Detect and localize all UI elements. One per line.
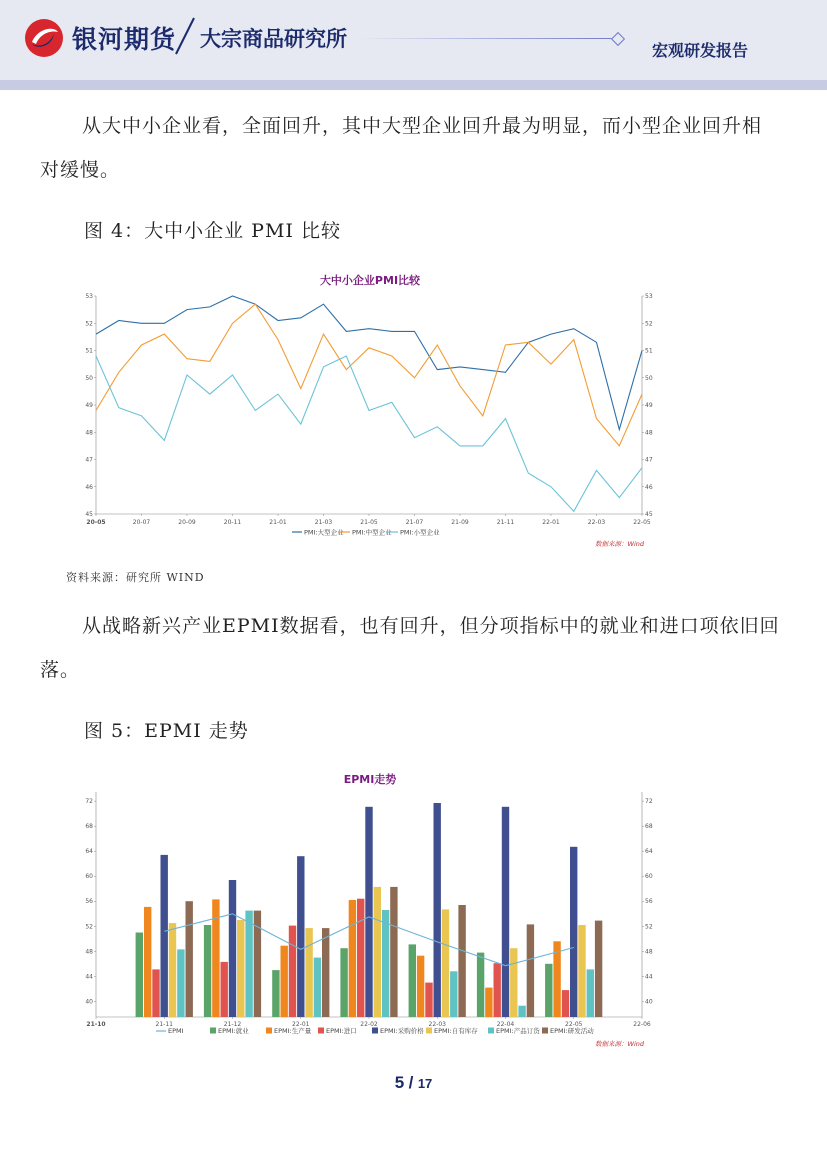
y-tick-label-right: 44 bbox=[645, 973, 653, 981]
page-number bbox=[0, 1073, 827, 1093]
legend-label: EPMI:生产量 bbox=[274, 1027, 312, 1035]
x-tick-label: 20-07 bbox=[132, 519, 151, 526]
chart-title: EPMI走势 bbox=[343, 773, 397, 786]
bar bbox=[458, 905, 465, 1017]
y-tick-label-left: 64 bbox=[85, 848, 93, 856]
legend-swatch bbox=[266, 1028, 272, 1034]
bar bbox=[281, 946, 288, 1017]
galaxy-logo-icon bbox=[24, 18, 64, 58]
x-tick-label: 21-12 bbox=[223, 1021, 242, 1028]
bar bbox=[221, 962, 228, 1017]
page-separator: / bbox=[408, 1073, 414, 1092]
epmi-bar-chart bbox=[84, 768, 656, 1050]
y-tick-label-right: 46 bbox=[645, 483, 653, 491]
bar bbox=[494, 963, 501, 1017]
figure-5-title: 图 5：EPMI 走势 bbox=[84, 720, 249, 742]
page-total: 17 bbox=[417, 1076, 433, 1091]
department-name: 大宗商品研究所 bbox=[200, 27, 347, 51]
chart-source: 数据来源：Wind bbox=[595, 1040, 644, 1048]
bar bbox=[305, 928, 312, 1017]
bar bbox=[204, 925, 211, 1017]
y-tick-label-left: 49 bbox=[85, 402, 93, 409]
divider-slash-icon bbox=[170, 14, 200, 58]
y-tick-label-right: 68 bbox=[645, 823, 653, 831]
bar bbox=[136, 933, 143, 1018]
y-tick-label-left: 53 bbox=[85, 293, 93, 300]
y-tick-label-left: 72 bbox=[85, 798, 93, 806]
bar bbox=[340, 948, 347, 1017]
bar bbox=[144, 907, 151, 1017]
bar bbox=[382, 910, 389, 1017]
y-tick-label-right: 64 bbox=[645, 848, 653, 856]
bar bbox=[374, 887, 381, 1017]
bar bbox=[229, 880, 236, 1017]
bar bbox=[502, 807, 509, 1017]
y-tick-label-left: 40 bbox=[85, 998, 93, 1006]
bar bbox=[425, 983, 432, 1017]
bar bbox=[161, 855, 168, 1017]
bar bbox=[237, 920, 244, 1017]
x-tick-label: 21-11 bbox=[496, 519, 515, 526]
y-tick-label-right: 49 bbox=[645, 402, 653, 409]
x-tick-label: 21-10 bbox=[86, 1021, 106, 1028]
x-tick-label: 20-05 bbox=[86, 519, 106, 526]
x-tick-label: 20-09 bbox=[178, 519, 196, 526]
y-tick-label-right: 50 bbox=[645, 374, 653, 382]
y-tick-label-left: 51 bbox=[85, 347, 93, 355]
bar bbox=[417, 956, 424, 1017]
epmi-bar-chart-container bbox=[84, 768, 656, 1050]
bar bbox=[485, 988, 492, 1017]
bar bbox=[562, 990, 569, 1017]
bar bbox=[186, 901, 193, 1017]
x-tick-label: 22-05 bbox=[565, 1021, 583, 1028]
bar bbox=[578, 925, 585, 1017]
x-tick-label: 22-04 bbox=[496, 1021, 515, 1028]
x-tick-label: 22-01 bbox=[542, 519, 560, 526]
legend-label: PMI:小型企业 bbox=[400, 528, 440, 537]
x-tick-label: 20-11 bbox=[223, 519, 242, 526]
bar bbox=[322, 928, 329, 1017]
y-tick-label-right: 51 bbox=[645, 347, 653, 355]
figure-4-title: 图 4：大中小企业 PMI 比较 bbox=[84, 220, 341, 242]
bar bbox=[587, 969, 594, 1017]
y-tick-label-right: 60 bbox=[645, 873, 653, 881]
y-tick-label-left: 44 bbox=[85, 973, 93, 981]
legend-label: PMI:大型企业 bbox=[304, 528, 344, 537]
y-tick-label-left: 60 bbox=[85, 873, 93, 881]
paragraph-enterprise-size: 从大中小企业看，全面回升，其中大型企业回升最为明显，而小型企业回升相对缓慢。 bbox=[40, 115, 763, 181]
bar bbox=[518, 1006, 525, 1017]
y-tick-label-left: 46 bbox=[85, 483, 93, 491]
y-tick-label-left: 48 bbox=[85, 429, 93, 437]
bar bbox=[570, 847, 577, 1017]
y-tick-label-left: 52 bbox=[85, 923, 93, 931]
x-tick-label: 22-03 bbox=[428, 1021, 446, 1028]
legend-label: EPMI:研发活动 bbox=[550, 1027, 594, 1035]
figure-4-source: 资料来源：研究所 WIND bbox=[66, 571, 205, 584]
x-tick-label: 21-01 bbox=[269, 519, 287, 526]
x-tick-label: 22-03 bbox=[587, 519, 606, 526]
y-tick-label-right: 52 bbox=[645, 923, 653, 931]
brand-name: 银河期货 bbox=[72, 25, 177, 54]
chart-title: 大中小企业PMI比较 bbox=[319, 274, 421, 287]
bar bbox=[349, 900, 356, 1017]
y-tick-label-right: 72 bbox=[645, 798, 653, 806]
page-header bbox=[0, 0, 827, 82]
page-current: 5 bbox=[394, 1073, 405, 1092]
y-tick-label-right: 40 bbox=[645, 998, 653, 1006]
x-tick-label: 22-02 bbox=[360, 1021, 378, 1028]
legend-label: EPMI:产品订货 bbox=[496, 1027, 540, 1035]
legend-swatch bbox=[318, 1028, 324, 1034]
legend-swatch bbox=[488, 1028, 494, 1034]
chart-source: 数据来源：Wind bbox=[595, 540, 644, 548]
y-tick-label-right: 56 bbox=[645, 898, 653, 906]
y-tick-label-right: 48 bbox=[645, 948, 653, 956]
y-tick-label-right: 53 bbox=[645, 293, 653, 300]
diamond-icon bbox=[611, 32, 625, 46]
legend-swatch bbox=[372, 1028, 378, 1034]
y-tick-label-right: 52 bbox=[645, 320, 653, 328]
legend-label: EPMI bbox=[168, 1027, 184, 1035]
bar bbox=[527, 924, 534, 1017]
bar bbox=[314, 958, 321, 1017]
bar bbox=[510, 948, 517, 1017]
legend-swatch bbox=[426, 1028, 432, 1034]
bar bbox=[442, 909, 449, 1017]
legend-label: EPMI:进口 bbox=[326, 1027, 357, 1035]
bar bbox=[409, 944, 416, 1017]
x-tick-label: 21-09 bbox=[451, 519, 469, 526]
legend-swatch bbox=[542, 1028, 548, 1034]
y-tick-label-left: 68 bbox=[85, 823, 93, 831]
bar bbox=[297, 856, 304, 1017]
bar bbox=[545, 964, 552, 1017]
y-tick-label-left: 52 bbox=[85, 320, 93, 328]
legend-label: EPMI:自有库存 bbox=[434, 1027, 478, 1035]
legend-label: EPMI:采购价格 bbox=[380, 1027, 424, 1035]
report-type: 宏观研发报告 bbox=[652, 41, 749, 60]
bar bbox=[365, 807, 372, 1017]
y-tick-label-left: 45 bbox=[85, 511, 93, 518]
bar bbox=[434, 803, 441, 1017]
bar bbox=[477, 953, 484, 1017]
x-tick-label: 21-05 bbox=[360, 519, 378, 526]
y-tick-label-right: 48 bbox=[645, 429, 653, 437]
y-tick-label-left: 50 bbox=[85, 374, 93, 382]
series-line bbox=[96, 304, 642, 446]
bar bbox=[595, 921, 602, 1017]
pmi-line-chart bbox=[84, 268, 656, 552]
x-tick-label: 22-05 bbox=[633, 519, 651, 526]
header-stripe bbox=[0, 80, 827, 90]
bar bbox=[169, 923, 176, 1017]
bar bbox=[152, 969, 159, 1017]
legend-label: PMI:中型企业 bbox=[352, 528, 392, 537]
pmi-line-chart-container bbox=[84, 268, 656, 552]
header-divider bbox=[360, 38, 620, 39]
bar bbox=[390, 887, 397, 1017]
y-tick-label-left: 48 bbox=[85, 948, 93, 956]
y-tick-label-left: 56 bbox=[85, 898, 93, 906]
x-tick-label: 21-11 bbox=[155, 1021, 173, 1028]
series-line bbox=[96, 356, 642, 511]
bar bbox=[245, 911, 252, 1017]
y-tick-label-left: 47 bbox=[85, 456, 93, 464]
x-tick-label: 22-06 bbox=[633, 1021, 651, 1028]
paragraph-epmi: 从战略新兴产业EPMI数据看，也有回升，但分项指标中的就业和进口项依旧回落。 bbox=[40, 615, 780, 681]
bar bbox=[357, 899, 364, 1017]
x-tick-label: 22-01 bbox=[292, 1021, 310, 1028]
y-tick-label-right: 47 bbox=[645, 456, 653, 464]
y-tick-label-right: 45 bbox=[645, 511, 653, 518]
bar bbox=[177, 949, 184, 1017]
bar bbox=[450, 971, 457, 1017]
bar bbox=[289, 926, 296, 1017]
bar bbox=[272, 970, 279, 1017]
legend-swatch bbox=[210, 1028, 216, 1034]
x-tick-label: 21-07 bbox=[405, 519, 424, 526]
x-tick-label: 21-03 bbox=[314, 519, 333, 526]
legend-label: EPMI:就业 bbox=[218, 1027, 249, 1035]
